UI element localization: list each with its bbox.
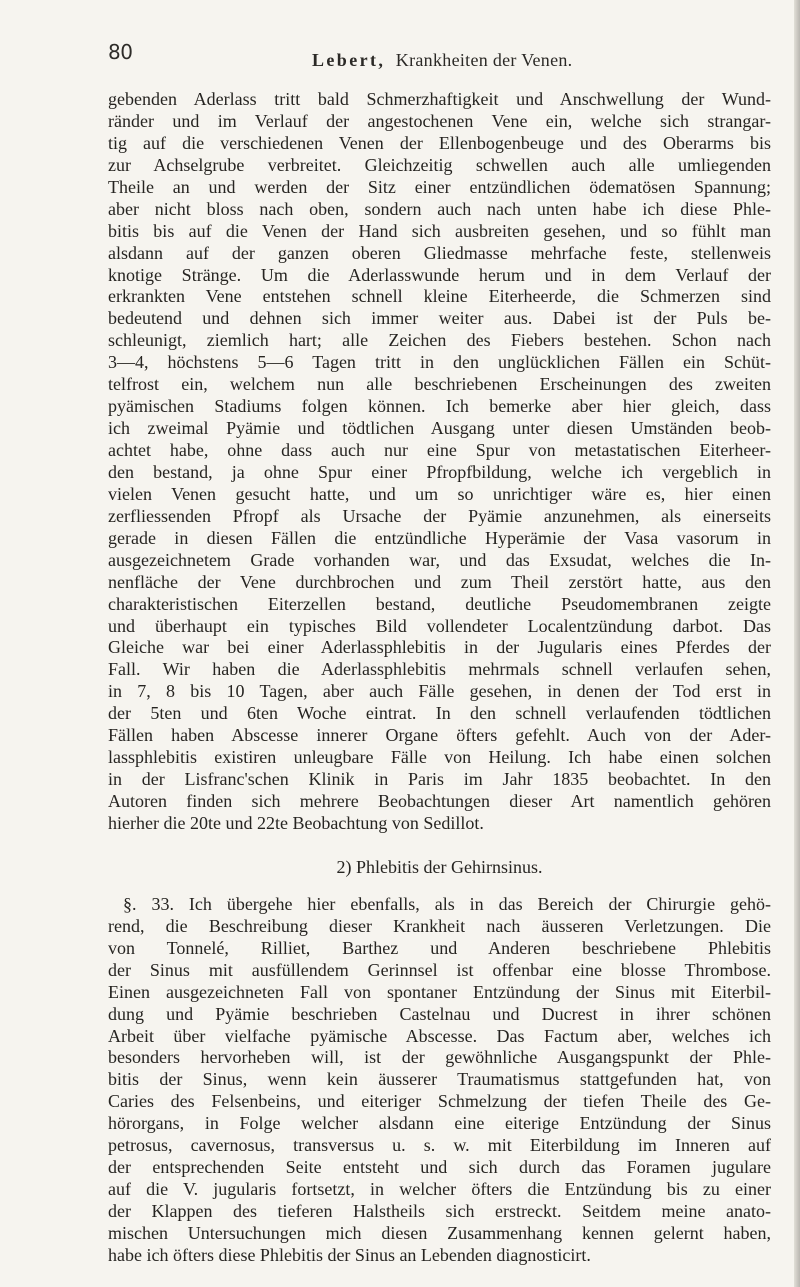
text-line: petrosus, cavernosus, transversus u. s. w. mit Eiterbildung im Inneren auf: [108, 1135, 771, 1156]
text-line: pyämischen Stadiums folgen können. Ich bemerke aber hier gleich, dass: [108, 396, 771, 417]
text-line: §. 33. Ich übergehe hier ebenfalls, als in das Bereich der Chirurgie gehö-: [123, 893, 771, 914]
text-line: achtet habe, ohne dass auch nur eine Spur von metastatischen Eiterheer-: [108, 440, 771, 460]
text-line: schleunigt, ziemlich hart; alle Zeichen des Fiebers bestehen. Schon nach: [108, 330, 771, 351]
page-number: 80: [108, 40, 133, 64]
text-line: der Sinus mit ausfüllendem Gerinnsel ist offenbar eine blosse Thrombose.: [108, 959, 771, 980]
text-line: auf die V. jugularis fortsetzt, in welcher öfters die Entzündung bis zu einer: [108, 1179, 771, 1200]
text-line: hörorgans, in Folge welcher alsdann eine eiterige Entzündung der Sinus: [108, 1113, 771, 1134]
text-line: hierher die 20te und 22te Beobachtung von Sedillot.: [108, 812, 484, 833]
text-line: der 5ten und 6ten Woche eintrat. In den schnell verlaufenden tödtlichen: [108, 703, 771, 724]
text-line: mischen Untersuchungen mich diesen Zusammenhang kennen gelernt haben,: [108, 1222, 771, 1243]
text-line: besonders hervorheben will, ist der gewöhnliche Ausgangspunkt der Phle-: [108, 1047, 771, 1068]
text-line: ausgezeichnetem Grade vorhanden war, und das Exsudat, welches die In-: [108, 549, 771, 570]
text-line: lassphlebitis existiren unleugbare Fälle von Heilung. Ich habe einen solchen: [108, 747, 771, 768]
page-edge-shadow: [794, 0, 800, 1287]
text-line: charakteristischen Eiterzellen bestand, deutliche Pseudomembranen zeigte: [108, 593, 771, 614]
text-line: bitis der Sinus, wenn kein äusserer Traumatismus stattgefunden hat, von: [108, 1069, 771, 1090]
text-line: den bestand, ja ohne Spur einer Pfropfbildung, welche ich vergeblich in: [108, 461, 771, 482]
text-line: Fall. Wir haben die Aderlassphlebitis mehrmals schnell verlaufen sehen,: [108, 659, 771, 680]
text-line: zur Achselgrube verbreitet. Gleichzeitig schwellen auch alle umliegenden: [108, 154, 771, 175]
running-header-author: Lebert,: [312, 50, 386, 70]
text-line: vielen Venen gesucht hatte, und um so unrichtiger wäre es, hier einen: [108, 483, 771, 504]
text-line: der entsprechenden Seite entsteht und sich durch das Foramen jugulare: [108, 1157, 771, 1178]
paragraph-1: [108, 89, 771, 835]
text-line: Gleiche war bei einer Aderlassphlebitis in der Jugularis eines Pferdes der: [108, 637, 771, 658]
text-line: Einen ausgezeichneten Fall von spontaner Entzündung der Sinus mit Eiterbil-: [108, 981, 771, 1002]
text-line: dung und Pyämie beschrieben Castelnau und Ducrest in ihrer schönen: [108, 1003, 771, 1024]
section-heading: 2) Phlebitis der Gehirnsinus.: [336, 856, 543, 877]
text-line: Arbeit über vielfache pyämische Abscesse. Das Factum aber, welches ich: [108, 1025, 771, 1046]
text-line: knotige Stränge. Um die Aderlasswunde herum und in dem Verlauf der: [108, 264, 771, 285]
text-line: Caries des Felsenbeins, und eiteriger Schmelzung der tiefen Theile des Ge-: [108, 1091, 771, 1112]
text-line: erkrankten Vene entstehen schnell kleine Eiterheerde, die Schmerzen sind: [108, 286, 771, 307]
text-line: bitis bis auf die Venen der Hand sich ausbreiten gesehen, und so fühlt man: [108, 220, 771, 241]
text-line: gebenden Aderlass tritt bald Schmerzhaftigkeit und Anschwellung der Wund-: [108, 89, 771, 109]
text-line: telfrost ein, welchem nun alle beschriebenen Erscheinungen des zweiten: [108, 374, 771, 395]
text-line: aber nicht bloss nach oben, sondern auch nach unten habe ich diese Phle-: [108, 198, 771, 219]
text-line: Fällen haben Abscesse innerer Organe öfters gefehlt. Auch von der Ader-: [108, 725, 771, 746]
text-line: Theile an und werden der Sitz einer entzündlichen ödematösen Spannung;: [108, 176, 771, 197]
text-line: von Tonnelé, Rilliet, Barthez und Anderen beschriebene Phlebitis: [108, 937, 771, 958]
text-line: habe ich öfters diese Phlebitis der Sinus an Lebenden diagnosticirt.: [108, 1244, 591, 1265]
text-line: in 7, 8 bis 10 Tagen, aber auch Fälle gesehen, in denen der Tod erst in: [108, 681, 771, 702]
text-line: in der Lisfranc'schen Klinik in Paris im Jahr 1835 beobachtet. In den: [108, 769, 771, 790]
running-header-title: Krankheiten der Venen.: [395, 50, 573, 70]
running-header: [312, 50, 573, 71]
text-line: der Klappen des tieferen Halstheils sich erstreckt. Seitdem meine anato-: [108, 1201, 771, 1221]
body-text: [108, 89, 771, 1267]
text-line: und überhaupt ein typisches Bild vollendeter Localentzündung darbot. Das: [108, 615, 771, 636]
text-line: tig auf die verschiedenen Venen der Ellenbogenbeuge und des Oberarms bis: [108, 132, 771, 153]
text-line: gerade in diesen Fällen die entzündliche Hyperämie der Vasa vasorum in: [108, 527, 771, 548]
text-line: bedeutend und dehnen sich immer weiter aus. Dabei ist der Puls be-: [108, 308, 771, 329]
text-line: alsdann auf der ganzen oberen Gliedmasse mehrfache feste, stellenweis: [108, 242, 771, 263]
text-line: zerfliessenden Pfropf als Ursache der Pyämie anzunehmen, als einerseits: [108, 505, 771, 526]
text-line: ich zweimal Pyämie und tödtlichen Ausgang unter diesen Umständen beob-: [108, 418, 771, 439]
text-line: Autoren finden sich mehrere Beobachtungen dieser Art namentlich gehören: [108, 791, 771, 811]
text-line: 3—4, höchstens 5—6 Tagen tritt in den unglücklichen Fällen ein Schüt-: [108, 352, 771, 373]
text-line: ränder und im Verlauf der angestochenen Vene ein, welche sich strangar-: [108, 110, 771, 131]
text-line: nenfläche der Vene durchbrochen und zum Theil zerstört hatte, aus den: [108, 571, 771, 592]
text-line: rend, die Beschreibung dieser Krankheit nach äusseren Verletzungen. Die: [108, 915, 771, 936]
paragraph-2: [108, 894, 771, 1267]
